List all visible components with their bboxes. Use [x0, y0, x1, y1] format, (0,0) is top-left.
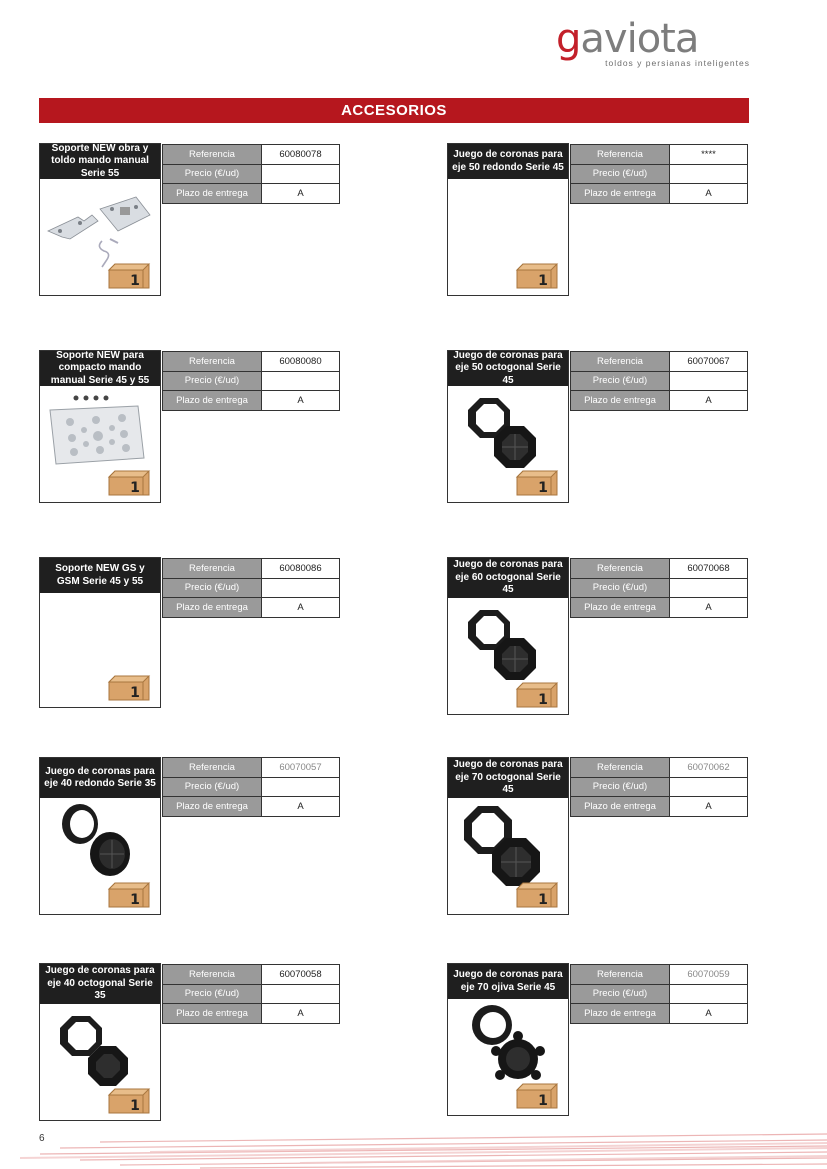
- delivery-label: Plazo de entrega: [571, 391, 670, 411]
- brand-logo: [556, 16, 752, 72]
- reference-value: 60070058: [262, 965, 340, 985]
- spec-table-60070058: [162, 964, 340, 1024]
- price-value: [262, 984, 340, 1004]
- delivery-label: Plazo de entrega: [571, 797, 670, 817]
- reference-label: Referencia: [163, 352, 262, 372]
- product-card-60070059: [447, 963, 569, 1116]
- reference-value: 60080080: [262, 352, 340, 372]
- price-label: Precio (€/ud): [571, 371, 670, 391]
- spec-table-60080086: [162, 558, 340, 618]
- product-card-60070068: [447, 557, 569, 715]
- price-value: [670, 164, 748, 184]
- product-image-empty: [40, 593, 160, 707]
- logo-wordmark: gaviota: [556, 16, 699, 62]
- quantity-label: 1: [130, 685, 140, 701]
- spec-table-60070059: [570, 964, 748, 1024]
- price-label: Precio (€/ud): [571, 777, 670, 797]
- product-card-eje50-redondo: [447, 143, 569, 296]
- delivery-label: Plazo de entrega: [163, 797, 262, 817]
- reference-label: Referencia: [163, 559, 262, 579]
- reference-label: Referencia: [571, 965, 670, 985]
- reference-value: 60070062: [670, 758, 748, 778]
- price-value: [670, 578, 748, 598]
- product-title: Soporte NEW obra y toldo mando manual Serie 55: [40, 144, 160, 179]
- product-image-octagonal: [448, 598, 568, 714]
- delivery-value: A: [670, 391, 748, 411]
- quantity-box-icon: [107, 881, 151, 909]
- page-number: 6: [39, 1133, 45, 1144]
- quantity-label: 1: [538, 892, 548, 908]
- spec-table-60070067: [570, 351, 748, 411]
- price-value: [262, 578, 340, 598]
- price-label: Precio (€/ud): [163, 984, 262, 1004]
- quantity-box-icon: [107, 674, 151, 702]
- reference-label: Referencia: [163, 758, 262, 778]
- price-value: [262, 777, 340, 797]
- delivery-value: A: [262, 797, 340, 817]
- reference-label: Referencia: [571, 352, 670, 372]
- price-value: [262, 164, 340, 184]
- delivery-value: A: [670, 1004, 748, 1024]
- product-image-empty: [448, 179, 568, 295]
- price-value: [670, 984, 748, 1004]
- product-title: Soporte NEW para compacto mando manual Serie 45 y 55: [40, 351, 160, 386]
- product-card-60070058: [39, 963, 161, 1121]
- product-title: Juego de coronas para eje 70 ojiva Serie 45: [448, 964, 568, 999]
- price-label: Precio (€/ud): [163, 371, 262, 391]
- quantity-box-icon: [515, 469, 559, 497]
- delivery-label: Plazo de entrega: [571, 1004, 670, 1024]
- price-label: Precio (€/ud): [571, 578, 670, 598]
- quantity-label: 1: [130, 892, 140, 908]
- product-image-bracket: [40, 179, 160, 295]
- quantity-label: 1: [538, 480, 548, 496]
- product-title: Juego de coronas para eje 70 octogonal Serie 45: [448, 758, 568, 798]
- product-card-60080078: [39, 143, 161, 296]
- delivery-label: Plazo de entrega: [571, 598, 670, 618]
- product-title: Juego de coronas para eje 50 octogonal Serie 45: [448, 351, 568, 386]
- delivery-value: A: [262, 1004, 340, 1024]
- price-label: Precio (€/ud): [571, 984, 670, 1004]
- quantity-label: 1: [538, 692, 548, 708]
- spec-table-60070062: [570, 757, 748, 817]
- price-label: Precio (€/ud): [163, 578, 262, 598]
- product-card-60070057: [39, 757, 161, 915]
- reference-value: 60070059: [670, 965, 748, 985]
- quantity-label: 1: [130, 480, 140, 496]
- delivery-value: A: [670, 184, 748, 204]
- quantity-label: 1: [130, 1098, 140, 1114]
- reference-label: Referencia: [163, 965, 262, 985]
- delivery-value: A: [670, 598, 748, 618]
- product-card-60080080: [39, 350, 161, 503]
- product-title: Juego de coronas para eje 40 octogonal Serie 35: [40, 964, 160, 1004]
- delivery-label: Plazo de entrega: [163, 1004, 262, 1024]
- price-label: Precio (€/ud): [571, 164, 670, 184]
- product-title: Juego de coronas para eje 40 redondo Serie 35: [40, 758, 160, 798]
- reference-value: 60080078: [262, 145, 340, 165]
- product-title: Juego de coronas para eje 50 redondo Serie 45: [448, 144, 568, 179]
- reference-label: Referencia: [571, 145, 670, 165]
- price-value: [670, 371, 748, 391]
- product-card-60070067: [447, 350, 569, 503]
- product-card-60080086: [39, 557, 161, 708]
- reference-label: Referencia: [571, 559, 670, 579]
- delivery-label: Plazo de entrega: [163, 391, 262, 411]
- section-title: ACCESORIOS: [39, 98, 749, 123]
- quantity-label: 1: [538, 273, 548, 289]
- delivery-value: A: [262, 391, 340, 411]
- logo-tagline: toldos y persianas inteligentes: [605, 58, 750, 68]
- quantity-box-icon: [107, 469, 151, 497]
- delivery-label: Plazo de entrega: [571, 184, 670, 204]
- product-image-octagonal: [40, 1004, 160, 1120]
- product-image-octagonal: [448, 386, 568, 502]
- reference-label: Referencia: [571, 758, 670, 778]
- quantity-box-icon: [515, 262, 559, 290]
- quantity-box-icon: [515, 881, 559, 909]
- quantity-label: 1: [538, 1093, 548, 1109]
- quantity-box-icon: [107, 1087, 151, 1115]
- delivery-value: A: [670, 797, 748, 817]
- reference-value: 60070067: [670, 352, 748, 372]
- product-card-60070062: [447, 757, 569, 915]
- reference-value: 60080086: [262, 559, 340, 579]
- price-value: [262, 371, 340, 391]
- reference-label: Referencia: [163, 145, 262, 165]
- product-image-round: [40, 798, 160, 914]
- price-label: Precio (€/ud): [163, 777, 262, 797]
- product-image-octagonal: [448, 798, 568, 914]
- price-label: Precio (€/ud): [163, 164, 262, 184]
- quantity-box-icon: [107, 262, 151, 290]
- spec-table-60070057: [162, 757, 340, 817]
- spec-table-60070068: [570, 558, 748, 618]
- product-title: Juego de coronas para eje 60 octogonal Serie 45: [448, 558, 568, 598]
- quantity-box-icon: [515, 1082, 559, 1110]
- reference-value: ****: [670, 145, 748, 165]
- delivery-value: A: [262, 598, 340, 618]
- delivery-value: A: [262, 184, 340, 204]
- price-value: [670, 777, 748, 797]
- reference-value: 60070057: [262, 758, 340, 778]
- quantity-box-icon: [515, 681, 559, 709]
- spec-table-60080078: [162, 144, 340, 204]
- delivery-label: Plazo de entrega: [163, 184, 262, 204]
- spec-table-eje50-redondo: [570, 144, 748, 204]
- spec-table-60080080: [162, 351, 340, 411]
- product-image-plate: [40, 386, 160, 502]
- product-title: Soporte NEW GS y GSM Serie 45 y 55: [40, 558, 160, 593]
- reference-value: 60070068: [670, 559, 748, 579]
- delivery-label: Plazo de entrega: [163, 598, 262, 618]
- product-image-ojiva: [448, 999, 568, 1115]
- quantity-label: 1: [130, 273, 140, 289]
- footer-stripes: [0, 1128, 827, 1169]
